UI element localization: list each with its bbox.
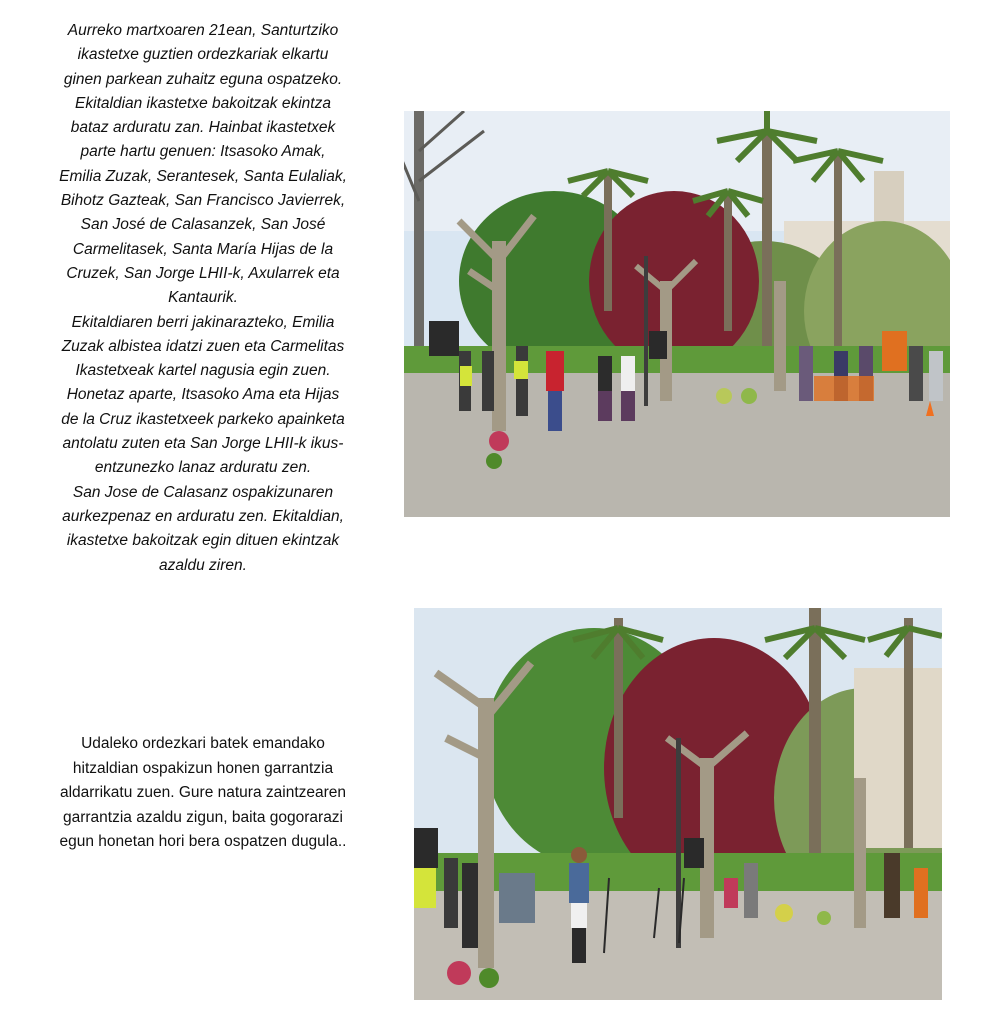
text-line: ginen parkean zuhaitz eguna ospatzeko.: [63, 70, 343, 88]
text-line: Ikastetxeak kartel nagusia egin zuen.: [75, 362, 331, 380]
text-line: hitzaldian ospakizun honen garrantzia: [72, 759, 334, 777]
text-line: Ekitaldiaren berri jakinarazteko, Emilia: [71, 313, 335, 331]
event-photo-students: [404, 111, 950, 517]
text-line: aurkezpenaz en arduratu zen. Ekitaldian,: [62, 507, 344, 525]
text-line: Emilia Zuzak, Serantesek, Santa Eulaliak,: [59, 167, 347, 185]
text-line: antolatu zuten eta San Jorge LHII-k ikus-: [62, 435, 344, 453]
text-line: egun honetan hori bera ospatzen dugula..: [59, 833, 347, 850]
text-line: bataz arduratu zan. Hainbat ikastetxek: [70, 119, 336, 137]
text-line: San Jose de Calasanz ospakizunaren: [72, 483, 334, 501]
text-line: parte hartu genuen: Itsasoko Amak,: [80, 143, 326, 161]
text-line: Aurreko martxoaren 21ean, Santurtziko: [67, 22, 339, 39]
text-line: Cruzek, San Jorge LHII-k, Axularrek eta: [66, 264, 340, 282]
intro-paragraph: [18, 19, 388, 578]
event-photo-speaker: [414, 608, 942, 1000]
text-line: entzunezko lanaz arduratu zen.: [94, 459, 312, 477]
text-line: Honetaz aparte, Itsasoko Ama eta Hijas: [66, 386, 340, 404]
text-line: Ekitaldian ikastetxe bakoitzak ekintza: [75, 94, 331, 112]
speech-paragraph: [18, 732, 388, 855]
text-line: de la Cruz ikastetxeek parkeko apainketa: [61, 410, 345, 428]
park-scene-illustration: [404, 111, 950, 517]
text-line: aldarrikatu zuen. Gure natura zaintzearen: [59, 784, 347, 801]
text-line: Bihotz Gazteak, San Francisco Javierrek,: [60, 192, 346, 210]
text-line: garrantzia azaldu zigun, baita gogorarazi: [62, 808, 344, 826]
text-line: Kantaurik.: [168, 289, 238, 307]
text-line: Udaleko ordezkari batek emandako: [81, 735, 325, 752]
text-line: ikastetxe guztien ordezkariak elkartu: [77, 46, 329, 64]
text-line: ikastetxe bakoitzak egin dituen ekintzak: [66, 532, 340, 550]
text-line: San José de Calasanzek, San José: [80, 216, 326, 234]
text-line: azaldu ziren.: [159, 556, 247, 574]
text-line: Carmelitasek, Santa María Hijas de la: [72, 240, 334, 258]
park-speech-illustration: [414, 608, 942, 1000]
text-line: Zuzak albistea idatzi zuen eta Carmelitas: [61, 337, 345, 355]
